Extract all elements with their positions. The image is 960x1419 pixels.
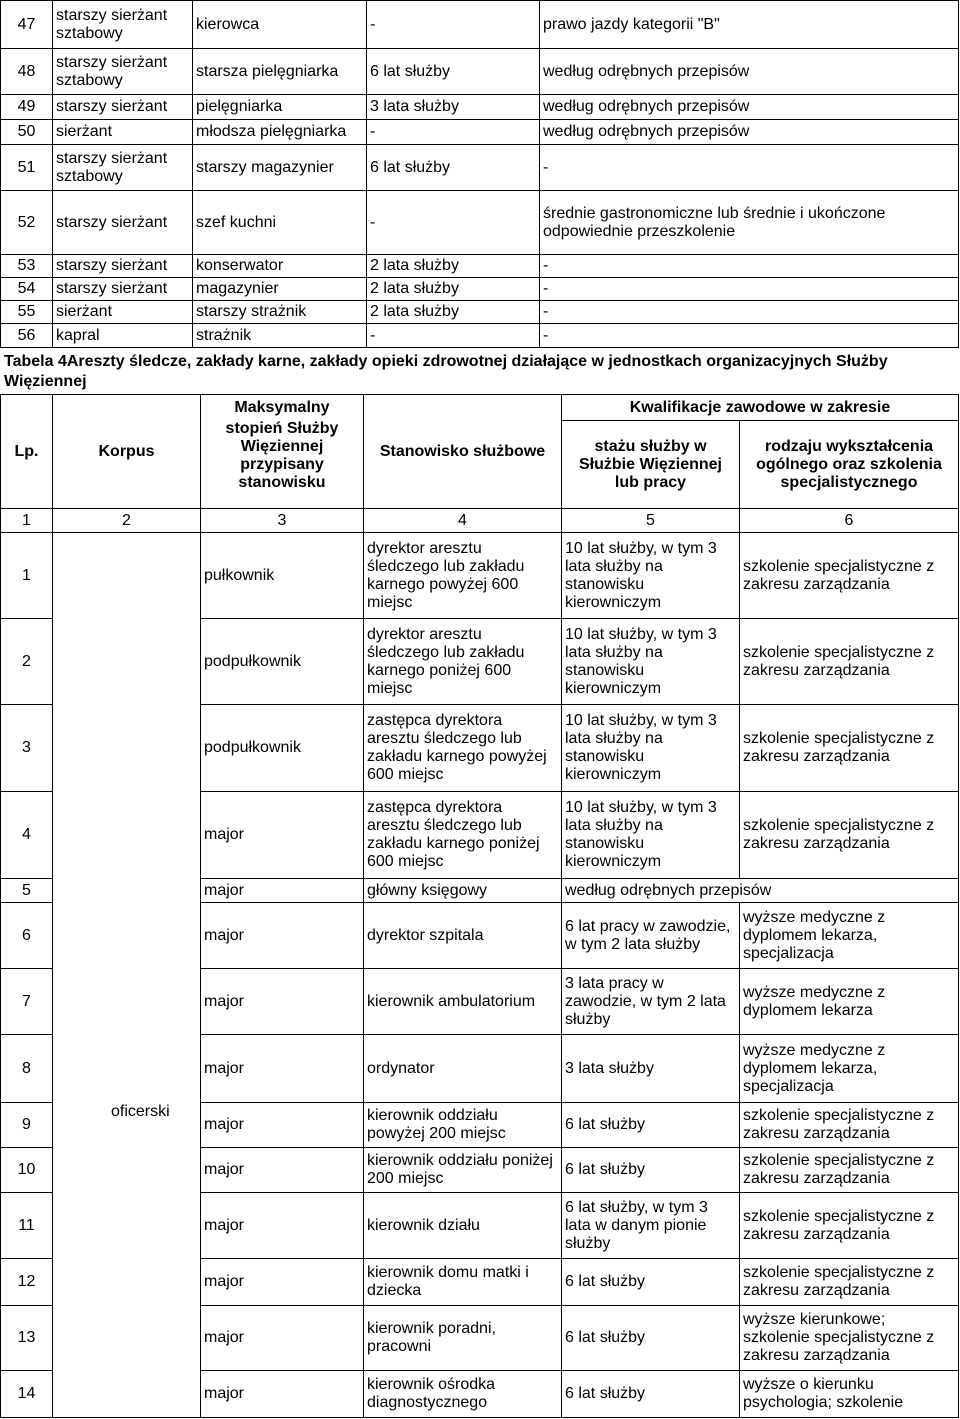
- row-tenure: -: [367, 1, 540, 49]
- table-row: [1, 49, 959, 95]
- row-position: zastępca dyrektora aresztu śledczego lub zakładu karnego poniżej 600 miejsc: [364, 792, 562, 879]
- row-qualification: -: [540, 278, 959, 301]
- row-position: zastępca dyrektora aresztu śledczego lub zakładu karnego powyżej 600 miejsc: [364, 705, 562, 792]
- header-rank-line1: Maksymalny: [234, 399, 330, 416]
- row-rank: starszy sierżant: [53, 191, 193, 255]
- row-tenure: 3 lata służby: [367, 95, 540, 120]
- row-tenure: 2 lata służby: [367, 255, 540, 278]
- header-rank-rest: stopień Służby Więziennej przypisany stanowisku: [225, 420, 339, 491]
- row-position: kierowca: [193, 1, 367, 49]
- column-number: 2: [53, 509, 201, 533]
- row-lp: 50: [1, 120, 53, 145]
- table-row: [1, 1, 959, 49]
- row-lp: 9: [1, 1103, 53, 1148]
- row-tenure: 10 lat służby, w tym 3 lata służby na stanowisku kierowniczym: [562, 619, 740, 705]
- column-number: 1: [1, 509, 53, 533]
- corpus-cell: oficerski: [53, 533, 201, 1418]
- row-qualification: -: [540, 324, 959, 348]
- header-position: Stanowisko służbowe: [364, 395, 562, 509]
- row-tenure: 6 lat służby, w tym 3 lata w danym pionie służby: [562, 1193, 740, 1259]
- row-tenure: 10 lat służby, w tym 3 lata służby na stanowisku kierowniczym: [562, 533, 740, 619]
- row-position: kierownik poradni, pracowni: [364, 1306, 562, 1371]
- row-lp: 4: [1, 792, 53, 879]
- row-qualification: według odrębnych przepisów: [540, 49, 959, 95]
- row-rank: major: [201, 1148, 364, 1193]
- row-rank: starszy sierżant: [53, 255, 193, 278]
- table-row: [1, 278, 959, 301]
- row-position: konserwator: [193, 255, 367, 278]
- column-number: 4: [364, 509, 562, 533]
- row-tenure: -: [367, 191, 540, 255]
- row-lp: 8: [1, 1035, 53, 1103]
- row-position: główny księgowy: [364, 879, 562, 903]
- table-row: [1, 145, 959, 191]
- header-lp: Lp.: [1, 395, 53, 509]
- row-rank: starszy sierżant: [53, 95, 193, 120]
- row-rank: starszy sierżant sztabowy: [53, 49, 193, 95]
- row-lp: 47: [1, 1, 53, 49]
- row-position: ordynator: [364, 1035, 562, 1103]
- row-education: wyższe medyczne z dyplomem lekarza: [740, 969, 959, 1035]
- continued-table: [0, 0, 959, 348]
- row-position: starszy magazynier: [193, 145, 367, 191]
- row-lp: 6: [1, 903, 53, 969]
- row-rank: podpułkownik: [201, 705, 364, 792]
- row-tenure: 3 lata służby: [562, 1035, 740, 1103]
- row-tenure: 6 lat służby: [562, 1103, 740, 1148]
- row-tenure: 6 lat służby: [367, 145, 540, 191]
- row-qualification: prawo jazdy kategorii "B": [540, 1, 959, 49]
- row-rank: major: [201, 969, 364, 1035]
- row-position: magazynier: [193, 278, 367, 301]
- row-lp: 51: [1, 145, 53, 191]
- row-rank: starszy sierżant sztabowy: [53, 1, 193, 49]
- row-rank: podpułkownik: [201, 619, 364, 705]
- column-number: 6: [740, 509, 959, 533]
- row-education: szkolenie specjalistyczne z zakresu zarządzania: [740, 792, 959, 879]
- row-position: kierownik działu: [364, 1193, 562, 1259]
- header-education: rodzaju wykształcenia ogólnego oraz szkolenia specjalistycznego: [740, 421, 959, 509]
- row-rank: major: [201, 903, 364, 969]
- row-tenure: 3 lata pracy w zawodzie, w tym 2 lata służby: [562, 969, 740, 1035]
- table-row: [1, 95, 959, 120]
- row-lp: 13: [1, 1306, 53, 1371]
- row-rank: starszy sierżant sztabowy: [53, 145, 193, 191]
- row-position: strażnik: [193, 324, 367, 348]
- table-row: [1, 533, 959, 619]
- row-tenure: 2 lata służby: [367, 301, 540, 324]
- row-lp: 2: [1, 619, 53, 705]
- row-position: szef kuchni: [193, 191, 367, 255]
- row-lp: 1: [1, 533, 53, 619]
- row-education: wyższe kierunkowe; szkolenie specjalistyczne z zakresu zarządzania: [740, 1306, 959, 1371]
- row-tenure: według odrębnych przepisów: [562, 879, 959, 903]
- row-position: kierownik domu matki i dziecka: [364, 1259, 562, 1306]
- row-position: dyrektor aresztu śledczego lub zakładu karnego poniżej 600 miejsc: [364, 619, 562, 705]
- table-row: [1, 301, 959, 324]
- table-row: [1, 255, 959, 278]
- row-lp: 52: [1, 191, 53, 255]
- row-rank: major: [201, 1259, 364, 1306]
- row-qualification: -: [540, 255, 959, 278]
- row-rank: kapral: [53, 324, 193, 348]
- row-education: szkolenie specjalistyczne z zakresu zarządzania: [740, 1193, 959, 1259]
- row-tenure: 10 lat służby, w tym 3 lata służby na stanowisku kierowniczym: [562, 705, 740, 792]
- table-caption: Tabela 4Areszty śledcze, zakłady karne, zakłady opieki zdrowotnej działające w jednostkach organizacyjnych Służby Więziennej: [4, 353, 888, 390]
- row-position: dyrektor aresztu śledczego lub zakładu karnego powyżej 600 miejsc: [364, 533, 562, 619]
- row-rank: major: [201, 1035, 364, 1103]
- row-lp: 48: [1, 49, 53, 95]
- row-position: dyrektor szpitala: [364, 903, 562, 969]
- row-lp: 12: [1, 1259, 53, 1306]
- row-education: szkolenie specjalistyczne z zakresu zarządzania: [740, 1103, 959, 1148]
- row-position: kierownik oddziału poniżej 200 miejsc: [364, 1148, 562, 1193]
- header-rank: [201, 395, 364, 509]
- row-tenure: 2 lata służby: [367, 278, 540, 301]
- row-rank: major: [201, 879, 364, 903]
- row-position: starsza pielęgniarka: [193, 49, 367, 95]
- row-education: wyższe medyczne z dyplomem lekarza, specjalizacja: [740, 1035, 959, 1103]
- row-position: pielęgniarka: [193, 95, 367, 120]
- row-rank: major: [201, 1371, 364, 1418]
- row-position: kierownik ambulatorium: [364, 969, 562, 1035]
- row-rank: sierżant: [53, 120, 193, 145]
- row-tenure: 10 lat służby, w tym 3 lata służby na stanowisku kierowniczym: [562, 792, 740, 879]
- row-tenure: -: [367, 324, 540, 348]
- main-table: [0, 394, 959, 1418]
- row-lp: 53: [1, 255, 53, 278]
- row-qualification: -: [540, 301, 959, 324]
- row-rank: major: [201, 792, 364, 879]
- row-tenure: 6 lat służby: [562, 1306, 740, 1371]
- row-position: starszy strażnik: [193, 301, 367, 324]
- row-rank: major: [201, 1103, 364, 1148]
- row-qualification: -: [540, 145, 959, 191]
- column-number: 3: [201, 509, 364, 533]
- column-number: 5: [562, 509, 740, 533]
- row-tenure: 6 lat służby: [562, 1371, 740, 1418]
- row-position: młodsza pielęgniarka: [193, 120, 367, 145]
- row-position: kierownik oddziału powyżej 200 miejsc: [364, 1103, 562, 1148]
- row-qualification: według odrębnych przepisów: [540, 95, 959, 120]
- table-row: [1, 120, 959, 145]
- row-education: szkolenie specjalistyczne z zakresu zarządzania: [740, 1148, 959, 1193]
- row-education: szkolenie specjalistyczne z zakresu zarządzania: [740, 533, 959, 619]
- row-lp: 3: [1, 705, 53, 792]
- row-lp: 49: [1, 95, 53, 120]
- row-education: wyższe o kierunku psychologia; szkolenie: [740, 1371, 959, 1418]
- row-qualification: średnie gastronomiczne lub średnie i ukończone odpowiednie przeszkolenie: [540, 191, 959, 255]
- row-tenure: 6 lat pracy w zawodzie, w tym 2 lata służby: [562, 903, 740, 969]
- row-tenure: 6 lat służby: [562, 1148, 740, 1193]
- table-row: [1, 191, 959, 255]
- row-education: wyższe medyczne z dyplomem lekarza, specjalizacja: [740, 903, 959, 969]
- row-lp: 54: [1, 278, 53, 301]
- row-lp: 14: [1, 1371, 53, 1418]
- row-rank: pułkownik: [201, 533, 364, 619]
- row-tenure: 6 lat służby: [562, 1259, 740, 1306]
- row-lp: 5: [1, 879, 53, 903]
- row-tenure: 6 lat służby: [367, 49, 540, 95]
- header-tenure: stażu służby w Służbie Więziennej lub pracy: [562, 421, 740, 509]
- row-education: szkolenie specjalistyczne z zakresu zarządzania: [740, 705, 959, 792]
- row-rank: starszy sierżant: [53, 278, 193, 301]
- row-lp: 11: [1, 1193, 53, 1259]
- row-position: kierownik ośrodka diagnostycznego: [364, 1371, 562, 1418]
- row-rank: major: [201, 1306, 364, 1371]
- row-education: szkolenie specjalistyczne z zakresu zarządzania: [740, 1259, 959, 1306]
- row-lp: 55: [1, 301, 53, 324]
- row-tenure: -: [367, 120, 540, 145]
- row-qualification: według odrębnych przepisów: [540, 120, 959, 145]
- row-rank: major: [201, 1193, 364, 1259]
- header-qual-group: Kwalifikacje zawodowe w zakresie: [562, 395, 959, 421]
- row-lp: 56: [1, 324, 53, 348]
- table-row: [1, 324, 959, 348]
- row-lp: 7: [1, 969, 53, 1035]
- row-education: szkolenie specjalistyczne z zakresu zarządzania: [740, 619, 959, 705]
- row-lp: 10: [1, 1148, 53, 1193]
- row-rank: sierżant: [53, 301, 193, 324]
- header-corpus: Korpus: [53, 395, 201, 509]
